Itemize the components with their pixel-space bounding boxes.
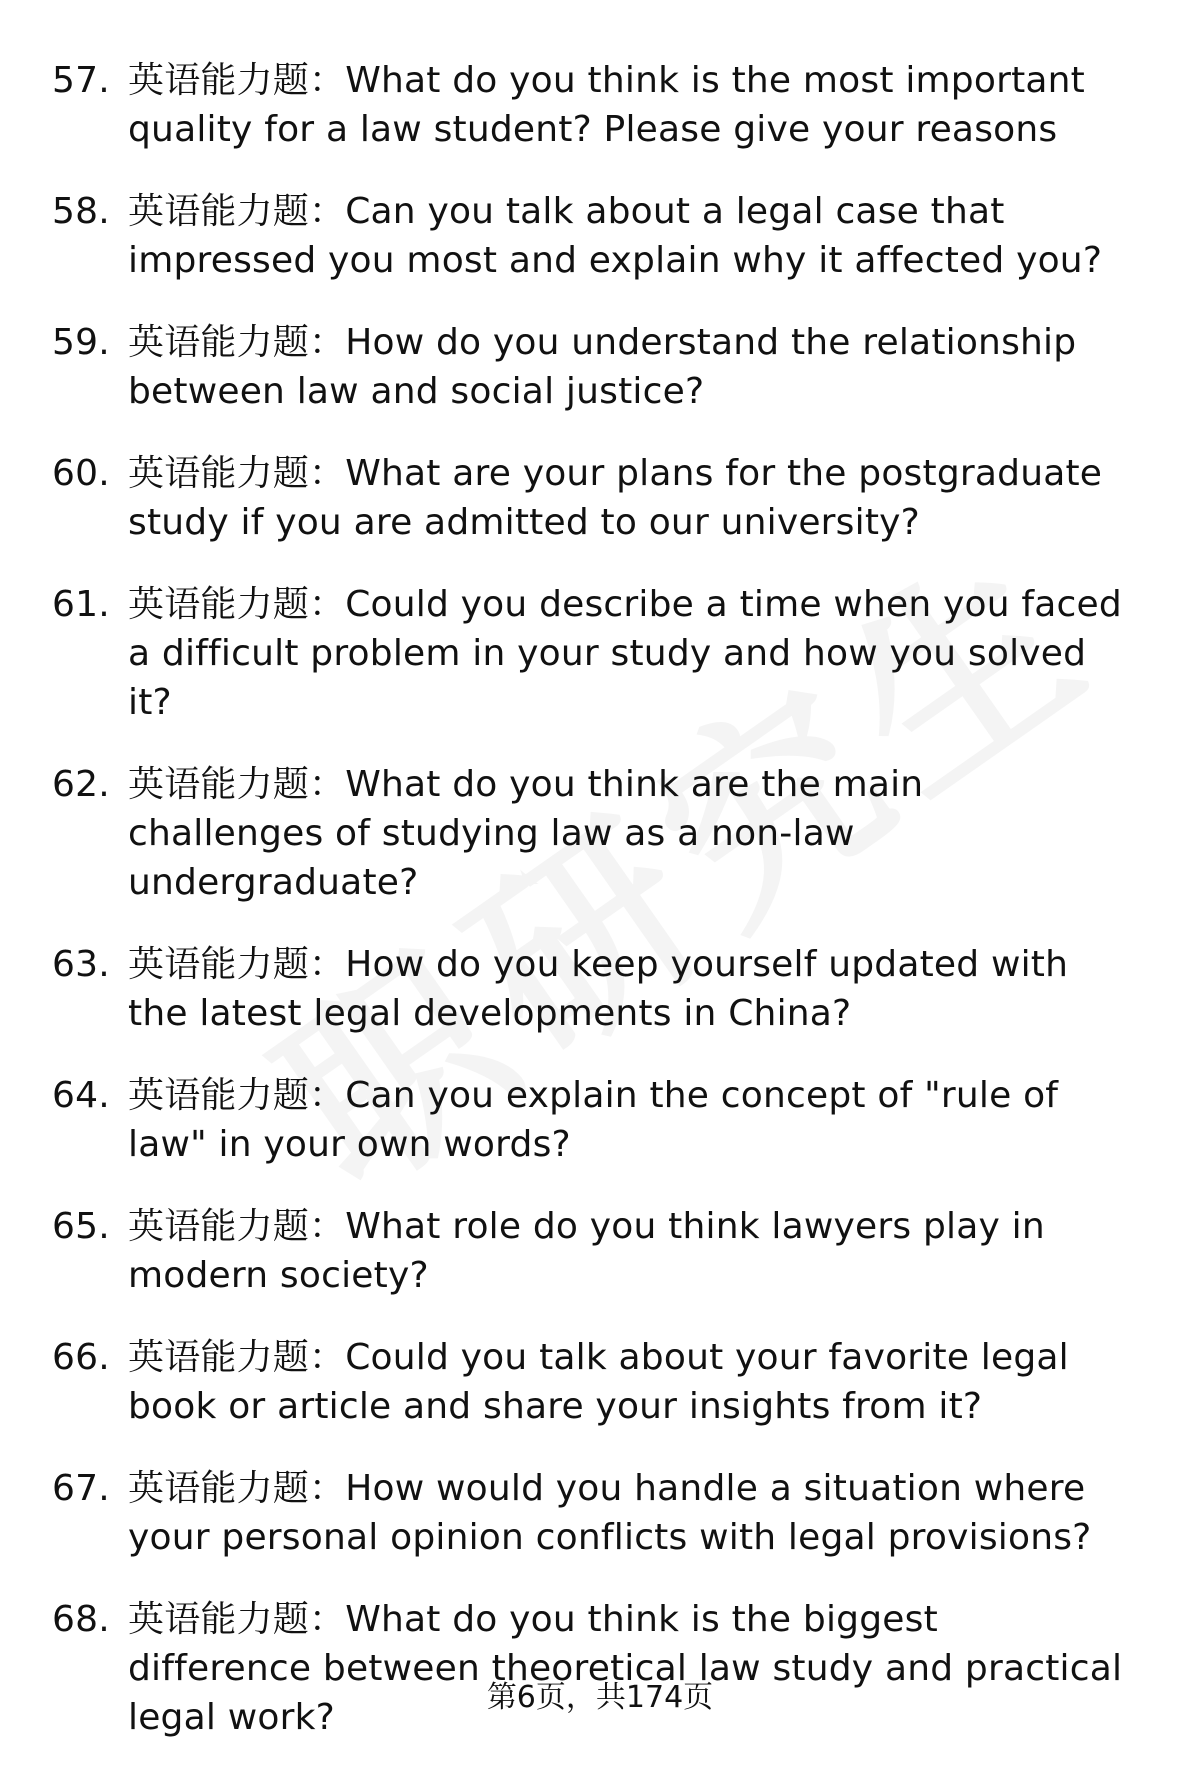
question-item xyxy=(52,1595,1152,1742)
question-number: 67. xyxy=(52,1468,110,1509)
question-list xyxy=(52,56,1152,1775)
question-item xyxy=(52,760,1152,907)
question-item xyxy=(52,318,1152,416)
question-text: 英语能力题：Could you describe a time when you faced a difficult problem in your study and how you solved it? xyxy=(128,584,1122,723)
question-item xyxy=(52,1333,1152,1431)
question-number: 64. xyxy=(52,1075,110,1116)
question-number: 65. xyxy=(52,1206,110,1247)
question-number: 57. xyxy=(52,60,110,101)
question-number: 58. xyxy=(52,191,110,232)
question-item xyxy=(52,1202,1152,1300)
question-number: 66. xyxy=(52,1337,110,1378)
question-item xyxy=(52,1071,1152,1169)
question-text: 英语能力题：How would you handle a situation where your personal opinion conflicts with legal provisions? xyxy=(128,1468,1092,1558)
question-item xyxy=(52,56,1152,154)
question-text: 英语能力题：What role do you think lawyers play in modern society? xyxy=(128,1206,1045,1296)
question-text: 英语能力题：What are your plans for the postgraduate study if you are admitted to our university? xyxy=(128,453,1103,543)
page-footer: 第6页，共174页 xyxy=(486,1680,714,1715)
question-text: 英语能力题：Can you explain the concept of "rule of law" in your own words? xyxy=(128,1075,1059,1165)
question-text: 英语能力题：What do you think is the most important quality for a law student? Please give your reasons xyxy=(128,60,1085,150)
question-number: 68. xyxy=(52,1599,110,1640)
question-item xyxy=(52,580,1152,727)
question-text: 英语能力题：Could you talk about your favorite legal book or article and share your insights from it? xyxy=(128,1337,1069,1427)
question-number: 60. xyxy=(52,453,110,494)
question-item xyxy=(52,187,1152,285)
question-item xyxy=(52,940,1152,1038)
question-text: 英语能力题：What do you think are the main challenges of studying law as a non-law undergraduate? xyxy=(128,764,924,903)
question-number: 62. xyxy=(52,764,110,805)
question-text: 英语能力题：What do you think is the biggest difference between theoretical law study and practical legal work? xyxy=(128,1599,1123,1738)
question-number: 59. xyxy=(52,322,110,363)
question-number: 63. xyxy=(52,944,110,985)
question-text: 英语能力题：How do you keep yourself updated with the latest legal developments in China? xyxy=(128,944,1069,1034)
question-item xyxy=(52,449,1152,547)
question-text: 英语能力题：How do you understand the relationship between law and social justice? xyxy=(128,322,1077,412)
question-item xyxy=(52,1464,1152,1562)
question-number: 61. xyxy=(52,584,110,625)
question-text: 英语能力题：Can you talk about a legal case that impressed you most and explain why it affected you? xyxy=(128,191,1103,281)
